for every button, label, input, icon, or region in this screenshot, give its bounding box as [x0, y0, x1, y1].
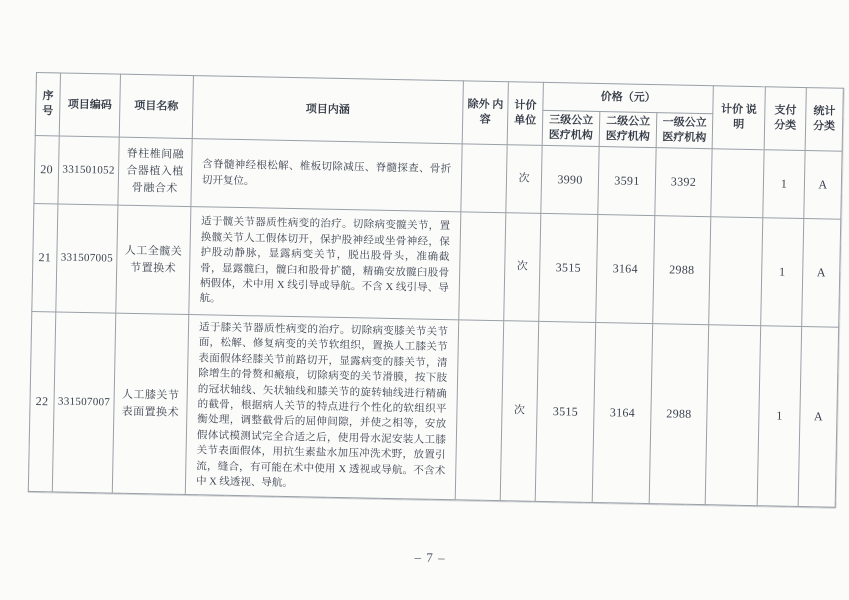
- cell-stat-category: A: [802, 219, 841, 328]
- cell-pay-category: 1: [763, 150, 805, 219]
- col-header-price-group: 价格（元）: [543, 82, 714, 113]
- cell-note: [705, 325, 761, 506]
- cell-price-tier3: 3515: [535, 321, 596, 503]
- medical-price-table: [28, 72, 844, 508]
- cell-price-tier1: 2988: [653, 216, 711, 325]
- cell-stat-category: A: [798, 327, 839, 508]
- cell-price-tier2: 3591: [598, 147, 656, 216]
- cell-price-tier3: 3515: [539, 213, 598, 322]
- table-row: [32, 203, 841, 327]
- col-header-pay: 支付 分类: [764, 87, 806, 151]
- cell-price-tier2: 3164: [592, 322, 653, 504]
- cell-name: 脊柱椎间融合器植入植骨融合术: [118, 137, 192, 206]
- col-header-exclusion: 除外 内容: [462, 81, 508, 145]
- cell-price-tier1: 3392: [655, 148, 712, 217]
- cell-no: 21: [32, 203, 58, 311]
- cell-unit: 次: [504, 213, 541, 322]
- cell-pay-category: 1: [757, 326, 802, 507]
- cell-exclusion: [459, 212, 506, 321]
- table-row: [28, 311, 838, 507]
- cell-stat-category: A: [804, 151, 842, 220]
- cell-no: 22: [28, 311, 56, 492]
- cell-note: [711, 149, 764, 218]
- page-number: – 7 –: [414, 549, 446, 566]
- cell-code: 331507007: [52, 312, 116, 494]
- cell-price-tier1: 2988: [649, 324, 709, 506]
- col-header-unit: 计价 单位: [507, 82, 543, 146]
- col-header-code: 项目编码: [59, 73, 120, 137]
- col-header-tier3: 三级公立 医疗机构: [542, 110, 600, 146]
- col-header-content: 项目内涵: [192, 76, 463, 144]
- col-header-name: 项目名称: [119, 74, 193, 138]
- col-header-stat: 统计 分类: [805, 88, 843, 152]
- table-body: [28, 135, 842, 507]
- cell-no: 20: [34, 135, 59, 203]
- cell-code: 331507005: [56, 204, 118, 313]
- cell-code: 331501052: [58, 136, 119, 205]
- cell-content: 适于髋关节器质性病变的治疗。切除病变髋关节，置换髋关节人工假体切开，保护股神经或坐骨神经，保护股动静脉，显露病变关节，脱出股骨头，准确截骨，显露髋臼，髋臼和股骨扩髓，精确安放髋臼股骨柄假体，术中用 X 线引导或导航。不含 X 线引导、导航。: [189, 207, 461, 320]
- cell-pay-category: 1: [761, 218, 804, 327]
- cell-price-tier2: 3164: [596, 215, 655, 324]
- cell-exclusion: [455, 320, 504, 501]
- scanned-document-page: [26, 72, 842, 574]
- col-header-no: 序 号: [35, 73, 60, 136]
- cell-name: 人工全髋关节置换术: [116, 205, 191, 314]
- header-row-top: [36, 73, 843, 117]
- cell-note: [709, 217, 763, 326]
- cell-price-tier3: 3990: [541, 145, 599, 214]
- cell-exclusion: [461, 144, 507, 213]
- cell-name: 人工膝关节表面置换术: [112, 313, 189, 495]
- col-header-tier2: 二级公立 医疗机构: [599, 112, 657, 148]
- cell-content: 含脊髓神经根松解、椎板切除减压、脊髓探查、骨折切开复位。: [191, 139, 462, 212]
- cell-content: 适于膝关节器质性病变的治疗。切除病变膝关节关节面，松解、修复病变的关节软组织，置换人工膝关节表面假体经膝关节前路切开，显露病变的膝关节，清除增生的骨赘和瘢痕，切除病变的关节滑膜，按下肢的冠状轴线、矢状轴线和膝关节的旋转轴线进行精确的截骨，根据病人关节的特点进行个性化的软组织平衡处理，调整截骨后的屈伸间隙，并使之相等，安放假体试模测试完全合适之后，使用骨水泥安装人工膝关节表面假体，用抗生素盐水加压冲洗术野，放置引流，缝合，有可能在术中使用 X 透视或导航。不含术中 X 线透视、导航。: [185, 315, 458, 501]
- cell-unit: 次: [506, 145, 542, 214]
- cell-unit: 次: [500, 321, 539, 502]
- col-header-note: 计价 说明: [712, 86, 765, 150]
- col-header-tier1: 一级公立 医疗机构: [656, 113, 713, 149]
